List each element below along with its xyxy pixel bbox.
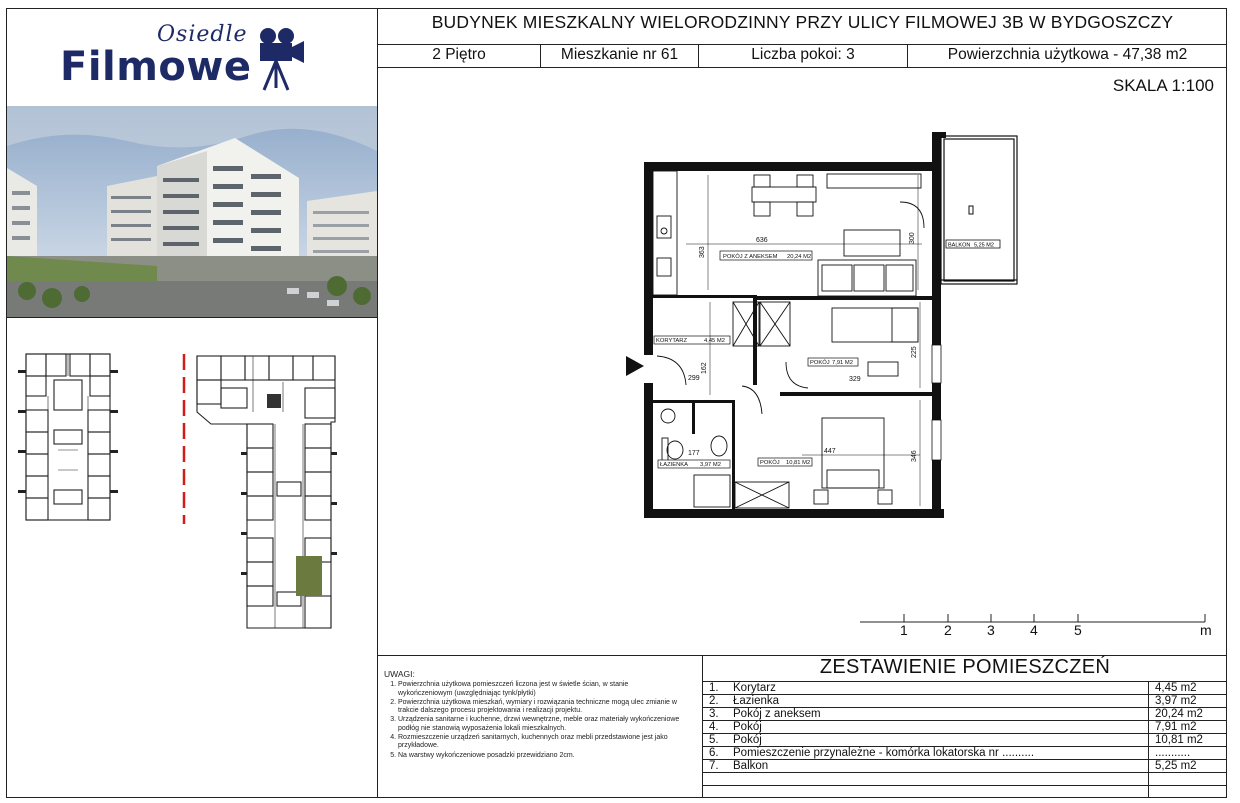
rooms-table-title: ZESTAWIENIE POMIESZCZEŃ — [819, 656, 1111, 678]
dim-room-2-width: 447 — [824, 448, 836, 455]
row-number: 3. — [709, 708, 719, 720]
row-room-area: ........... — [1155, 747, 1191, 759]
row-room-name: Pomieszczenie przynależne - komórka lokatorska nr .......... — [733, 747, 1035, 759]
corridor-area: 4,45 M2 — [704, 338, 725, 344]
site-plan-building-a — [18, 350, 118, 525]
scale-bar — [860, 612, 1220, 626]
balcony-label: BALKON — [948, 242, 971, 249]
building-render-image — [7, 106, 377, 317]
logo-script-text: Osiedle — [157, 22, 248, 47]
plot-boundary-line — [180, 354, 188, 524]
bathroom-area: 3,97 M2 — [700, 462, 721, 468]
entrance-arrow-icon — [626, 356, 644, 376]
drawing-scale: SKALA 1:100 — [1112, 76, 1214, 95]
highlighted-apartment — [296, 556, 322, 596]
dim-width-living: 636 — [756, 237, 768, 244]
row-number: 1. — [709, 682, 719, 694]
row-room-name: Balkon — [733, 760, 769, 772]
dim-room-2-depth: 346 — [911, 450, 918, 462]
film-camera-icon — [254, 26, 306, 92]
notes-block — [384, 670, 684, 761]
bathroom-label: ŁAZIENKA — [660, 462, 689, 468]
table-row — [703, 721, 1227, 733]
row-number: 7. — [709, 760, 719, 772]
left-column-divider — [377, 8, 378, 798]
room-1-label: POKÓJ — [810, 360, 830, 366]
scale-tick-2: 2 — [944, 622, 952, 638]
notes-title: UWAGI: — [384, 669, 415, 679]
table-row — [703, 682, 1227, 694]
living-room-label: POKÓJ Z ANEKSEM — [723, 254, 778, 260]
row-number: 6. — [709, 747, 719, 759]
room-2-area: 10,81 M2 — [786, 460, 811, 466]
dim-kitchen-side: 300 — [909, 232, 916, 244]
balcony-area: 5,25 M2 — [974, 242, 994, 249]
row-room-area: 4,45 m2 — [1155, 682, 1197, 694]
note-item: 5. Na warstwy wykończeniowe posadzki przewidziano 2cm. — [398, 752, 684, 760]
dim-depth-living: 363 — [699, 246, 706, 258]
scale-tick-5: 5 — [1074, 622, 1082, 638]
scale-tick-4: 4 — [1030, 622, 1038, 638]
table-row — [703, 760, 1227, 772]
table-row — [703, 695, 1227, 707]
note-item: 3. Urządzenia sanitarne i kuchenne, drzwi wewnętrzne, meble oraz materiały wykończeniowe podłóg nie stanowią wyposażenia lokali mieszkalnych. — [398, 716, 684, 733]
apartment-floor-plan — [622, 130, 1024, 522]
render-divider — [6, 317, 378, 318]
note-item: 2. Powierzchnia użytkowa mieszkań, wymiary i rozwiązania techniczne mogą ulec zmianie w trakcie dalszego procesu projektowania i realizacji projektu. — [398, 699, 684, 716]
row-number: 5. — [709, 734, 719, 746]
floor-label: 2 Piętro — [432, 46, 486, 63]
corridor-label: KORYTARZ — [656, 338, 688, 344]
room-1-area: 7,91 M2 — [832, 360, 853, 366]
table-row — [703, 708, 1227, 720]
row-room-area: 10,81 m2 — [1155, 734, 1203, 746]
dim-room-1-width: 329 — [849, 376, 861, 383]
table-line — [702, 785, 1227, 786]
scale-tick-1: 1 — [900, 622, 908, 638]
row-room-name: Pokój z aneksem — [733, 708, 821, 720]
row-number: 2. — [709, 695, 719, 707]
dim-room-1-depth: 225 — [911, 346, 918, 358]
note-item: 1. Powierzchnia użytkowa pomieszczeń liczona jest w świetle ścian, w stanie wykończeniowym (uwzględniając tynk/płytki) — [398, 681, 684, 698]
table-row — [703, 747, 1227, 759]
row-number: 4. — [709, 721, 719, 733]
apartment-number: Mieszkanie nr 61 — [560, 46, 679, 63]
row-room-name: Korytarz — [733, 682, 776, 694]
row-room-area: 20,24 m2 — [1155, 708, 1203, 720]
scale-tick-3: 3 — [987, 622, 995, 638]
rooms-count: Liczba pokoi: 3 — [751, 46, 855, 63]
row-room-area: 3,97 m2 — [1155, 695, 1197, 707]
dim-corridor-side: 162 — [701, 362, 708, 374]
site-plan-building-b — [193, 352, 343, 632]
usable-area: Powierzchnia użytkowa - 47,38 m2 — [947, 46, 1188, 63]
table-line — [702, 772, 1227, 773]
living-room-area: 20,24 M2 — [787, 254, 812, 260]
header-bottom-line — [377, 67, 1227, 68]
logo-main-text: Filmowe — [60, 44, 252, 90]
row-room-area: 5,25 m2 — [1155, 760, 1197, 772]
building-title: BUDYNEK MIESZKALNY WIELORODZINNY PRZY ULICY FILMOWEJ 3B W BYDGOSZCZY — [431, 12, 1174, 32]
row-room-name: Łazienka — [733, 695, 780, 707]
row-room-name: Pokój — [733, 734, 762, 746]
scale-unit: m — [1200, 622, 1212, 638]
row-room-area: 7,91 m2 — [1155, 721, 1197, 733]
dim-bathroom-width: 177 — [688, 450, 700, 457]
table-row — [703, 734, 1227, 746]
dim-corridor-width: 299 — [688, 375, 700, 382]
note-item: 4. Rozmieszczenie urządzeń sanitarnych, kuchennych oraz mebli przedstawione jest jako przykładowe. — [398, 734, 684, 751]
row-room-name: Pokój — [733, 721, 762, 733]
room-2-label: POKÓJ — [760, 460, 780, 466]
